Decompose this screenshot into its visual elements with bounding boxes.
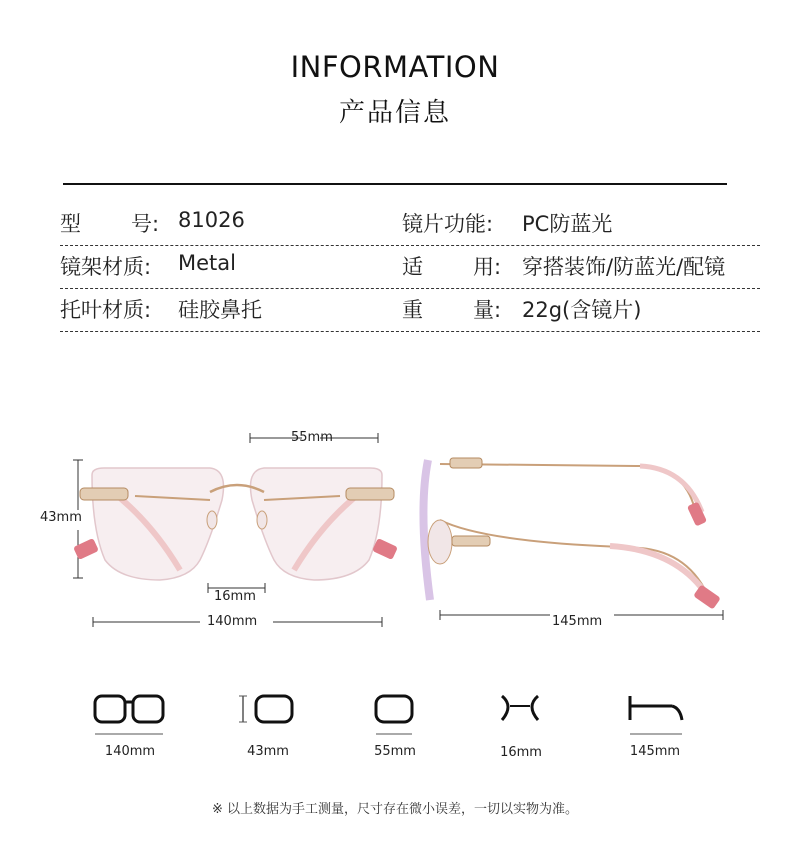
spec-label-nosepad: 托叶材质:: [60, 298, 152, 322]
spec-value-model: 81026: [178, 208, 245, 232]
header-divider: [63, 183, 727, 185]
spec-label-model: [60, 208, 159, 238]
spec-row-nosepad: [60, 289, 760, 332]
spec-value-lens-function: PC防蓝光: [522, 212, 613, 236]
lens-height-label: 43mm: [40, 510, 82, 525]
label-part: 量:: [473, 298, 502, 322]
spec-row-frame-material: [60, 246, 760, 289]
spec-label-lens-function: 镜片功能:: [402, 212, 494, 236]
bridge-label: 16mm: [214, 589, 256, 604]
spec-row-model: [60, 203, 760, 246]
measurement-note: ※ 以上数据为手工测量，尺寸存在微小误差，一切以实物为准。: [211, 802, 579, 817]
spec-label-weight: [402, 294, 501, 324]
lens-height-icon-label: 43mm: [247, 744, 289, 759]
frame-width-icon-label: 140mm: [104, 744, 156, 759]
bridge-icon: [498, 690, 558, 740]
title-chinese: 产品信息: [338, 98, 451, 128]
label-part: 型: [60, 212, 81, 236]
frame-width-label: 140mm: [207, 614, 258, 629]
label-part: 用:: [473, 255, 502, 279]
temple-icon-label: 145mm: [629, 744, 681, 759]
lens-width-label: 55mm: [291, 430, 333, 445]
glasses-side-view: [410, 450, 740, 640]
label-part: 重: [402, 298, 423, 322]
spec-value-frame-material: Metal: [178, 251, 236, 275]
glasses-front-view: [60, 420, 400, 640]
spec-value-nosepad: 硅胶鼻托: [178, 298, 262, 322]
temple-icon: [626, 690, 696, 740]
spec-label-frame-material: 镜架材质:: [60, 255, 152, 279]
lens-width-icon-label: 55mm: [374, 744, 416, 759]
spec-value-usage: 穿搭装饰/防蓝光/配镜: [522, 255, 726, 279]
title-english: INFORMATION: [290, 50, 500, 84]
label-part: 适: [402, 255, 423, 279]
lens-width-icon: [372, 690, 432, 740]
frame-width-icon: [92, 690, 172, 740]
lens-height-icon: [236, 690, 306, 740]
bridge-icon-label: 16mm: [500, 745, 542, 760]
spec-label-usage: [402, 251, 501, 281]
label-part: 号:: [131, 212, 160, 236]
temple-label: 145mm: [552, 614, 603, 629]
spec-value-weight: 22g(含镜片): [522, 298, 642, 322]
